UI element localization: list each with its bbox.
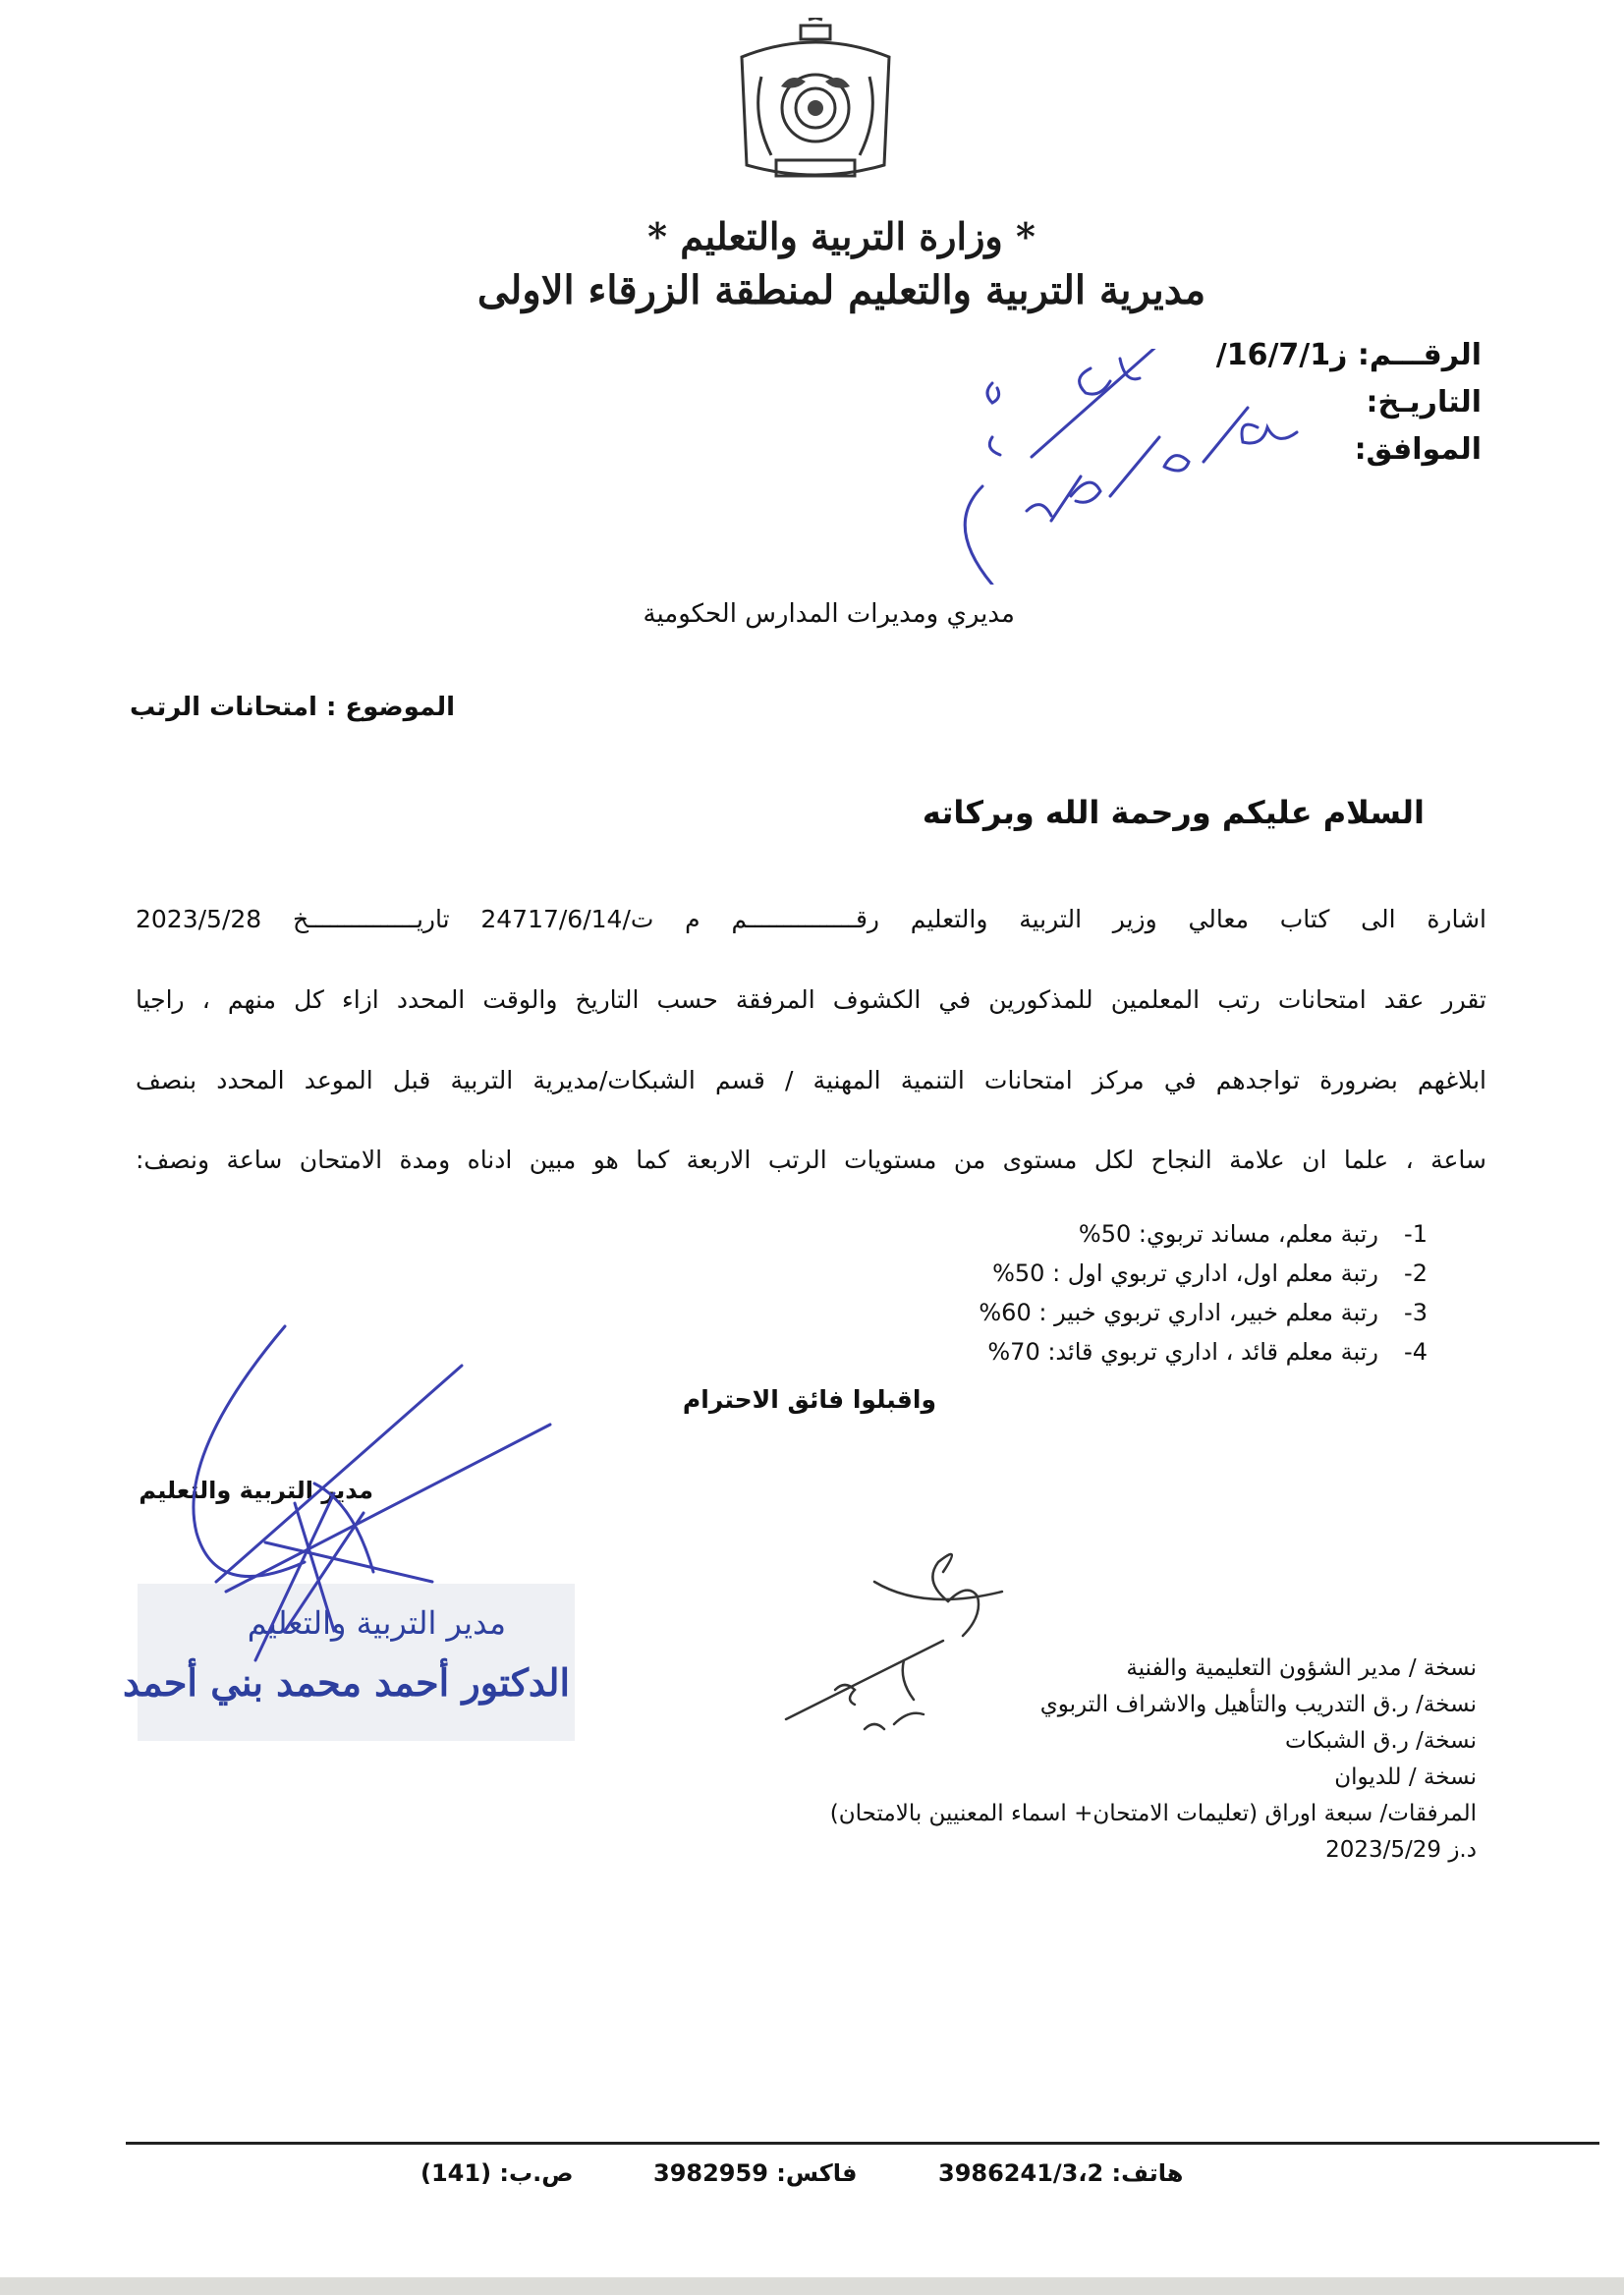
subject-line: الموضوع : امتحانات الرتب — [129, 693, 455, 722]
closing-regards: واقبلوا فائق الاحترام — [682, 1385, 936, 1414]
jordan-coat-of-arms-emblem — [722, 18, 909, 190]
stamp-title: مدير التربية والتعليم — [247, 1604, 506, 1642]
list-item: 1-رتبة معلم، مساند تربوي: 50% — [1078, 1220, 1428, 1248]
director-title: مدير التربية والتعليم — [139, 1477, 373, 1504]
scan-edge — [0, 2277, 1624, 2295]
copy-line: نسخة / مدير الشؤون التعليمية والفنية — [1126, 1655, 1477, 1681]
reference-hijri-label: الموافق: — [1354, 432, 1482, 467]
footer-pobox: ص.ب: (141) — [420, 2159, 574, 2187]
footer-fax: فاكس: 3982959 — [653, 2159, 858, 2187]
body-line-2: تقرر عقد امتحانات رتب المعلمين للمذكورين في الكشوف المرفقة حسب التاريخ والوقت المحدد ازاء كل منهم ، راجيا — [136, 985, 1486, 1014]
pass-marks-list — [979, 1214, 1428, 1371]
typist-date-line: د.ز 2023/5/29 — [1325, 1837, 1477, 1863]
stamp-name: الدكتور أحمد محمد بني أحمد — [123, 1660, 570, 1705]
list-item: 3-رتبة معلم خبير، اداري تربوي خبير : 60% — [979, 1299, 1428, 1326]
copy-line: نسخة / للديوان — [1334, 1764, 1477, 1790]
addressee: مديري ومديرات المدارس الحكومية — [643, 599, 1015, 629]
reference-date-label: التاريـخ: — [1366, 385, 1482, 420]
footer-divider — [126, 2142, 1599, 2145]
salutation: السلام عليكم ورحمة الله وبركاته — [922, 794, 1425, 831]
list-item: 4-رتبة معلم قائد ، اداري تربوي قائد: 70% — [987, 1338, 1428, 1366]
copy-line: نسخة/ ر.ق التدريب والتأهيل والاشراف التربوي — [1039, 1692, 1477, 1717]
copies-distribution-list — [830, 1651, 1477, 1869]
body-line-1: اشارة الى كتاب معالي وزير التربية والتعليم رقـــــــــــــــم م ت/24717/6/14 تاريـــــــــــــــخ 2023/5/28 — [136, 905, 1486, 933]
attachments-line: المرفقات/ سبعة اوراق (تعليمات الامتحان+ اسماء المعنيين بالامتحان) — [829, 1801, 1477, 1826]
handwritten-date-annotation — [933, 349, 1444, 585]
director-signature — [138, 1307, 570, 1680]
footer-phone: هاتف: 3986241/3،2 — [938, 2159, 1184, 2187]
directorate-name: مديرية التربية والتعليم لمنطقة الزرقاء الاولى — [476, 267, 1206, 313]
reference-number-label: الرقـــم: — [1357, 338, 1482, 372]
ministry-name: * وزارة التربية والتعليم * — [647, 214, 1036, 258]
body-line-4: ساعة ، علما ان علامة النجاح لكل مستوى من مستويات الرتب الاربعة كما هو مبين ادناه ومدة الامتحان ساعة ونصف: — [136, 1146, 1486, 1174]
list-item: 2-رتبة معلم اول، اداري تربوي اول : 50% — [992, 1259, 1428, 1287]
body-line-3: ابلاغهم بضرورة تواجدهم في مركز امتحانات التنمية المهنية / قسم الشبكات/مديرية التربية قبل الموعد المحدد بنصف — [136, 1066, 1486, 1094]
reference-number-value: ز16/7/1/ — [1215, 338, 1348, 372]
copy-line: نسخة/ ر.ق الشبكات — [1285, 1728, 1477, 1754]
